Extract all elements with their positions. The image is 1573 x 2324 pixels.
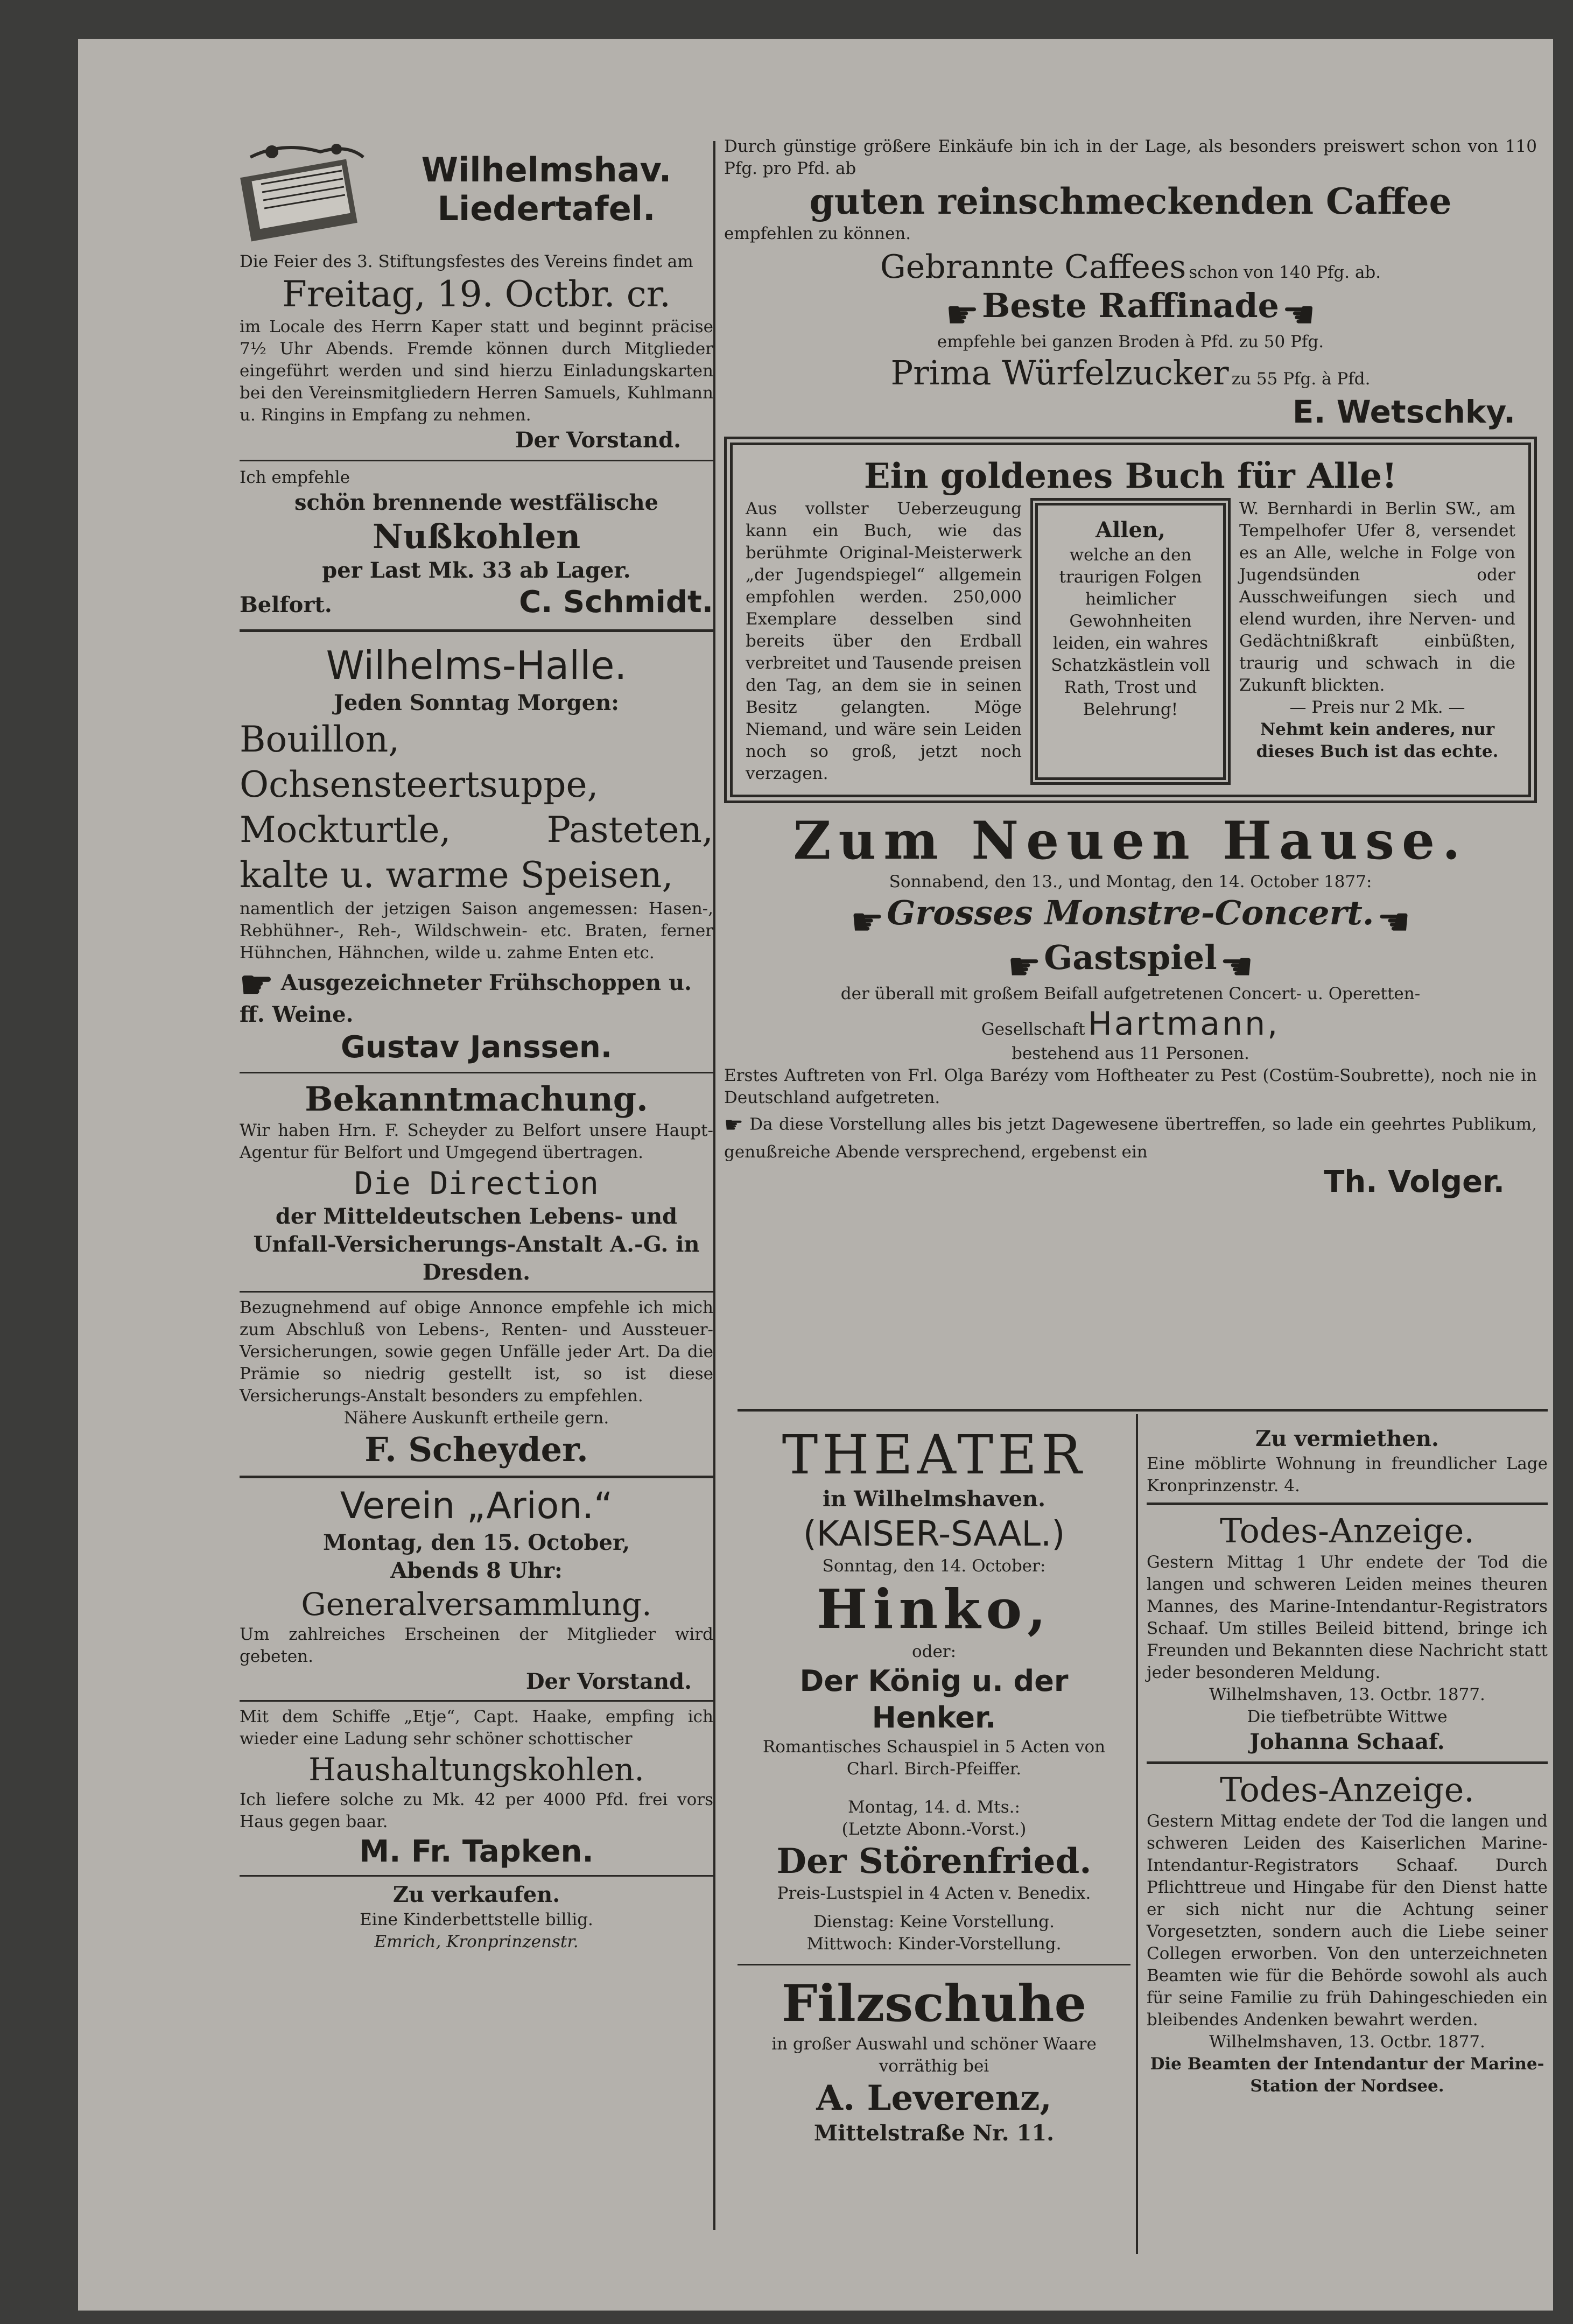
filz-title: Filzschuhe — [781, 1974, 1087, 2033]
buch-right: W. Bernhardi in Berlin SW., am Tempelhofer Ufer 8, versendet es an Alle, welche in Folge von Jugendsünden oder Ausschweifungen siech und elend wurden, ihre Nerven- und Gedächtnißkraft einbüßten, traurig und schwach in die Zukunft blickten. — [1239, 498, 1515, 695]
kohlen-price: per Last Mk. 33 ab Lager. — [322, 558, 631, 583]
neuen-concert: Grosses Monstre-Concert. — [887, 893, 1374, 932]
divider — [240, 1700, 713, 1702]
theater-column — [738, 1425, 1130, 2147]
theater-desc2: Preis-Lustspiel in 4 Acten v. Benedix. — [777, 1884, 1091, 1903]
filz-body: in großer Auswahl und schöner Waare vorräthig bei — [771, 2034, 1097, 2076]
tod1-date: Wilhelmshaven, 13. Octbr. 1877. — [1209, 1685, 1485, 1704]
ad-arion — [240, 1484, 713, 1696]
bekannt-body: Wir haben Hrn. F. Scheyder zu Belfort unsere Haupt-Agentur für Belfort und Umgegend übertragen. — [240, 1121, 713, 1162]
ad-tapken — [240, 1706, 713, 1871]
arion-body: Um zahlreiches Erscheinen der Mitglieder wird gebeten. — [240, 1625, 713, 1666]
buch-title: Ein goldenes Buch für Alle! — [863, 455, 1398, 496]
bekannt-sign: F. Scheyder. — [364, 1430, 588, 1469]
divider — [240, 460, 713, 461]
neuen-title: Zum Neuen Hause. — [793, 810, 1468, 871]
arion-gv: Generalversammlung. — [301, 1586, 652, 1623]
ad-wilhelms-halle — [240, 642, 713, 1066]
ad-filzschuhe — [738, 1974, 1130, 2147]
verkaufen-title: Zu verkaufen. — [392, 1882, 560, 1907]
tod1-sign: Johanna Schaaf. — [1249, 1729, 1445, 1754]
caffee-wuerfel: Prima Würfelzucker — [890, 353, 1229, 392]
left-column — [240, 136, 713, 1953]
buch-center: welche an den traurigen Folgen heimlicher Gewohnheiten leiden, ein wahres Schatzkästlein voll Rath, Trost und Belehrung! — [1051, 545, 1210, 719]
ad-bekanntmachung — [240, 1079, 713, 1470]
divider — [1147, 1502, 1548, 1505]
neuen-persons: bestehend aus 11 Personen. — [1012, 1043, 1249, 1063]
halle-menu: Bouillon, Ochsensteertsuppe, Mockturtle, Pasteten, kalte u. warme Speisen, — [240, 719, 713, 896]
kohlen-line1: Ich empfehle — [240, 468, 350, 487]
caffee-gebrannt-line — [724, 248, 1537, 286]
kohlen-title: Nußkohlen — [372, 517, 581, 556]
ad-verkaufen — [240, 1881, 713, 1953]
pointing-hand-right-icon: ☛ — [1007, 944, 1042, 989]
tapken-sign: M. Fr. Tapken. — [359, 1834, 594, 1869]
bekannt-body2: Bezugnehmend auf obige Annonce empfehle ich mich zum Abschluß von Lebens-, Renten- und Aussteuer-Versicherungen, sowie gegen Unfälle jeder Art. Da die Prämie so niedrig gestellt ist, so ist diese Versicherungs-Anstalt besonders zu empfehlen. — [240, 1298, 713, 1406]
liedertafel-title-2: Liedertafel. — [437, 189, 656, 228]
tod1-widow: Die tiefbetrübte Wittwe — [1247, 1707, 1448, 1726]
neuen-gast-line — [724, 938, 1537, 989]
caffee-intro: Durch günstige größere Einkäufe bin ich in der Lage, als besonders preiswert schon von 110 Pfg. pro Pfd. ab — [724, 137, 1537, 178]
buch-left: Aus vollster Ueberzeugung kann ein Buch, wie das berühmte Original-Meisterwerk „der Jugendspiegel“ allgemein empfohlen werden. 250,000 Exemplare desselben sind bereits über den Erdball verbreitet und Tausende preisen den Tag, an dem sie in seinen Besitz gelangten. Möge Niemand, und wäre sein Leiden noch so groß, jetzt noch verzagen. — [746, 498, 1022, 783]
tod2-title: Todes-Anzeige. — [1220, 1770, 1474, 1809]
caffee-gebrannt-price: schon von 140 Pfg. ab. — [1189, 263, 1381, 282]
liedertafel-intro: Die Feier des 3. Stiftungsfestes des Vereins findet am — [240, 252, 693, 271]
ad-nusskohlen — [240, 467, 713, 620]
neuen-body3: ☛ Da diese Vorstellung alles bis jetzt Dagewesene übertreffen, so lade ein geehrtes Publikum, genußreiche Abende versprechend, ergebenst ein — [724, 1112, 1537, 1162]
tod2-sign: Die Beamten der Intendantur der Marine-Station der Nordsee. — [1150, 2054, 1544, 2096]
divider — [240, 1476, 713, 1478]
verkaufen-sign: Emrich, Kronprinzenstr. — [374, 1932, 579, 1951]
divider — [240, 1072, 713, 1073]
pointing-hand-left-icon: ☚ — [1377, 900, 1411, 944]
vermiethen-body: Eine möblirte Wohnung in freundlicher Lage Kronprinzenstr. 4. — [1147, 1454, 1548, 1495]
pointing-hand-icon: ☛ — [724, 1112, 743, 1138]
caffee-raffinade: Beste Raffinade — [981, 286, 1280, 325]
neuen-gesell: Gesellschaft — [981, 1019, 1085, 1039]
theater-place: in Wilhelmshaven. — [822, 1486, 1046, 1512]
pointing-hand-right-icon: ☛ — [945, 292, 979, 337]
arion-date: Montag, den 15. October, — [322, 1530, 630, 1555]
theater-vorst: (Letzte Abonn.-Vorst.) — [841, 1820, 1027, 1839]
liedertafel-body: im Locale des Herrn Kaper statt und beginnt präcise 7½ Uhr Abends. Fremde können durch Mitglieder eingeführt werden und sind hierzu Einladungskarten bei den Vereinsmitgliedern Herren Samuels, Kuhlmann u. Ringins in Empfang zu nehmen. — [240, 317, 713, 425]
notices-column — [1147, 1425, 1548, 2097]
theater-desc: Romantisches Schauspiel in 5 Acten von Charl. Birch-Pfeiffer. — [762, 1737, 1106, 1779]
pointing-hand-left-icon: ☚ — [1282, 292, 1316, 337]
music-book-icon — [240, 136, 369, 243]
ad-todes-anzeige-2 — [1147, 1770, 1548, 2097]
caffee-raffinade-text: empfehle bei ganzen Broden à Pfd. zu 50 Pfg. — [937, 332, 1324, 352]
tapken-body2: Ich liefere solche zu Mk. 42 per 4000 Pfd. frei vors Haus gegen baar. — [240, 1790, 713, 1831]
verkaufen-body: Eine Kinderbettstelle billig. — [360, 1910, 593, 1929]
arion-title: Verein „Arion.“ — [340, 1485, 613, 1527]
theater-saal: (KAISER-SAAL.) — [803, 1514, 1065, 1554]
liedertafel-date: Freitag, 19. Octbr. cr. — [282, 273, 671, 315]
halle-body: namentlich der jetzigen Saison angemessen: Hasen-, Rebhühner-, Reh-, Wildschwein- etc. Braten, ferner Hühnchen, Hähnchen, wilde u. zahme Enten etc. — [240, 899, 713, 963]
neuen-gesell-line — [724, 1005, 1537, 1043]
arion-time: Abends 8 Uhr: — [390, 1558, 563, 1583]
buch-center-title: Allen, — [1096, 517, 1165, 543]
ad-theater — [738, 1425, 1130, 1955]
ad-liedertafel — [240, 136, 713, 454]
buch-center-box — [1030, 498, 1231, 785]
tod2-body: Gestern Mittag endete der Tod die langen und schweren Leiden des Kaiserlichen Marine-Intendantur-Registrators Schaaf. Durch Pflichttreue und Hingabe für den Dienst hatte er sich nicht nur die Achtung seiner Vorgesetzten, sondern auch die Liebe seiner Collegen erworben. Von den unterzeichneten Beamten wie für die Behörde sowohl als auch für seine Familie zu früh Dahingeschieden ein bleibendes Andenken bewahrt werden. — [1147, 1812, 1548, 2030]
kohlen-sign: C. Schmidt. — [519, 585, 713, 620]
filz-sign: A. Leverenz, — [816, 2078, 1052, 2118]
ad-zum-neuen-hause — [724, 811, 1537, 1201]
liedertafel-sign: Der Vorstand. — [515, 427, 681, 453]
liedertafel-title: Wilhelmshav. — [421, 150, 672, 189]
theater-wed: Mittwoch: Kinder-Vorstellung. — [806, 1934, 1062, 1954]
caffee-sub: empfehlen zu können. — [724, 224, 911, 243]
neuen-name: Hartmann, — [1087, 1005, 1280, 1043]
theater-oder: oder: — [911, 1642, 957, 1661]
halle-title: Wilhelms-Halle. — [326, 643, 627, 688]
theater-date2: Montag, 14. d. Mts.: — [848, 1798, 1020, 1817]
newspaper-page — [78, 39, 1553, 2311]
theater-play: Hinko, — [817, 1577, 1051, 1641]
pointing-hand-right-icon: ☛ — [850, 900, 884, 944]
caffee-wuerfel-price: zu 55 Pfg. à Pfd. — [1231, 369, 1371, 389]
divider — [240, 1875, 713, 1877]
divider — [738, 1964, 1130, 1965]
divider — [738, 1409, 1548, 1412]
buch-price: — Preis nur 2 Mk. — — [1289, 697, 1465, 717]
bekannt-title: Bekanntmachung. — [305, 1079, 648, 1119]
ad-goldenes-buch — [724, 437, 1537, 803]
tod1-title: Todes-Anzeige. — [1220, 1511, 1474, 1550]
vermiethen-title: Zu vermiethen. — [1255, 1426, 1439, 1451]
neuen-body: der überall mit großem Beifall aufgetretenen Concert- u. Operetten- — [840, 984, 1421, 1003]
arion-sign: Der Vorstand. — [525, 1669, 692, 1694]
theater-date: Sonntag, den 14. October: — [822, 1556, 1046, 1576]
kohlen-place: Belfort. — [240, 592, 332, 617]
caffee-title: guten reinschmeckenden Caffee — [809, 180, 1452, 222]
neuen-gast: Gastspiel — [1044, 938, 1217, 977]
theater-play2: Der Störenfried. — [776, 1841, 1092, 1881]
divider — [240, 1291, 713, 1293]
buch-echt: Nehmt kein anderes, nur dieses Buch ist das echte. — [1256, 719, 1499, 761]
ad-caffee — [724, 136, 1537, 431]
bekannt-firm: der Mitteldeutschen Lebens- und Unfall-Versicherungs-Anstalt A.-G. in Dresden. — [253, 1204, 700, 1285]
column-rule-lower — [1136, 1414, 1138, 2254]
halle-sign: Gustav Janssen. — [341, 1030, 612, 1065]
halle-sub: Jeden Sonntag Morgen: — [333, 690, 620, 715]
caffee-sign: E. Wetschky. — [1292, 393, 1515, 430]
tod1-body: Gestern Mittag 1 Uhr endete der Tod die langen und schweren Leiden meines theuren Mannes, des Marine-Intendantur-Registrators Schaaf. Um stilles Beileid bittend, bringe ich Freunden und Bekannten diese Nachricht statt jeder besonderen Meldung. — [1147, 1553, 1548, 1682]
theater-tue: Dienstag: Keine Vorstellung. — [813, 1912, 1055, 1932]
filz-addr: Mittelstraße Nr. 11. — [813, 2121, 1055, 2146]
tapken-title: Haushaltungskohlen. — [308, 1751, 644, 1788]
divider — [1147, 1761, 1548, 1764]
bekannt-more: Nähere Auskunft ertheile gern. — [343, 1408, 609, 1428]
pointing-hand-left-icon: ☚ — [1219, 944, 1254, 989]
bekannt-direction: Die Direction — [354, 1165, 599, 1202]
halle-fruehschoppen: ☛ Ausgezeichneter Frühschoppen u. ff. Weine. — [240, 962, 692, 1027]
caffee-wuerfel-line — [724, 353, 1537, 392]
neuen-body2: Erstes Auftreten von Frl. Olga Barézy vom Hoftheater zu Pest (Costüm-Soubrette), noch nie in Deutschland aufgetreten. — [724, 1065, 1537, 1107]
tod2-date: Wilhelmshaven, 13. Octbr. 1877. — [1209, 2032, 1485, 2052]
pointing-hand-icon: ☛ — [240, 962, 273, 1007]
neuen-sign: Th. Volger. — [1324, 1164, 1505, 1199]
caffee-gebrannt: Gebrannte Caffees — [880, 248, 1186, 286]
ad-vermiethen — [1147, 1425, 1548, 1497]
theater-sub: Der König u. der Henker. — [799, 1664, 1069, 1735]
neuen-date: Sonnabend, den 13., und Montag, den 14. October 1877: — [889, 872, 1372, 891]
right-upper-column — [724, 136, 1537, 1201]
divider — [240, 629, 713, 632]
theater-title: THEATER — [782, 1423, 1086, 1486]
caffee-raffinade-line — [724, 286, 1537, 337]
column-rule — [713, 141, 715, 2230]
neuen-concert-line — [724, 893, 1537, 944]
buch-right-box — [1239, 498, 1515, 785]
kohlen-line2: schön brennende westfälische — [294, 490, 658, 515]
ad-todes-anzeige-1 — [1147, 1511, 1548, 1756]
tapken-body: Mit dem Schiffe „Etje“, Capt. Haake, empfing ich wieder eine Ladung sehr schöner schottischer — [240, 1707, 713, 1749]
